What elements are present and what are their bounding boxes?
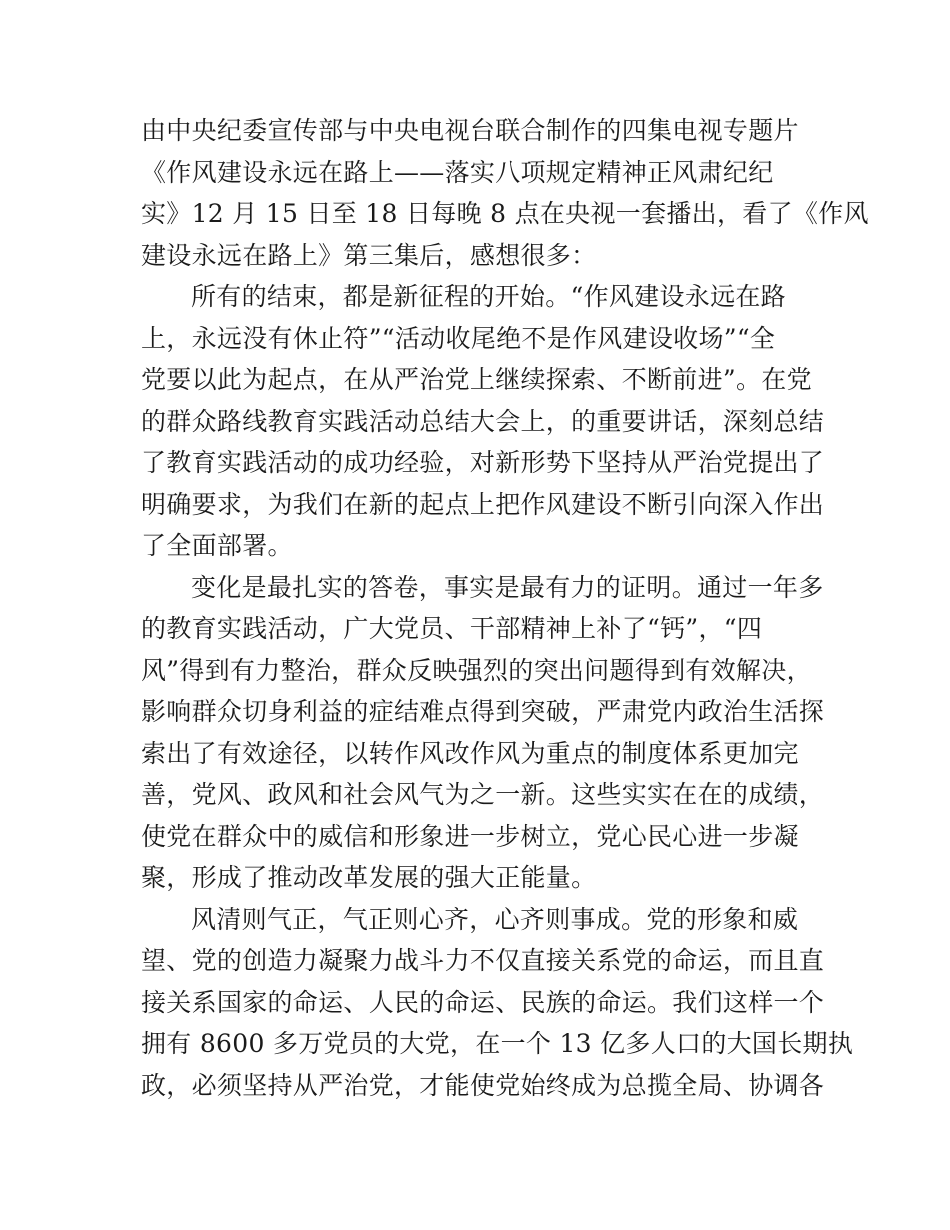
text-line: 拥有 8600 多万党员的大党，在一个 13 亿多人口的大国长期执 xyxy=(141,1029,854,1058)
text-line: 索出了有效途径，以转作风改作风为重点的制度体系更加完 xyxy=(141,738,799,768)
text-line: 明确要求，为我们在新的起点上把作风建设不断引向深入作出 xyxy=(141,489,825,519)
text-line: 实》12 月 15 日至 18 日每晚 8 点在央视一套播出，看了《作风 xyxy=(141,199,869,228)
text-line: 由中央纪委宣传部与中央电视台联合制作的四集电视专题片 xyxy=(141,116,799,145)
text-line: 党要以此为起点，在从严治党上继续探索、不断前进”。在党 xyxy=(141,365,812,394)
text-line: 政，必须坚持从严治党，才能使党始终成为总揽全局、协调各 xyxy=(141,1070,825,1100)
document-body xyxy=(141,110,869,1106)
paragraph-first-line: 所有的结束，都是新征程的开始。“作风建设永远在路 xyxy=(191,282,786,311)
text-line: 的教育实践活动，广大党员、干部精神上补了“钙”，“四 xyxy=(141,614,763,643)
text-line: 聚，形成了推动改革发展的强大正能量。 xyxy=(141,863,597,892)
text-line: 建设永远在路上》第三集后，感想很多： xyxy=(141,240,597,270)
text-line: 善，党风、政风和社会风气为之一新。这些实实在在的成绩， xyxy=(141,780,825,809)
text-line: 上，永远没有休止符”“活动收尾绝不是作风建设收场”“全 xyxy=(141,323,776,353)
text-line: 的群众路线教育实践活动总结大会上，的重要讲话，深刻总结 xyxy=(141,406,825,436)
text-line: 接关系国家的命运、人民的命运、民族的命运。我们这样一个 xyxy=(141,987,825,1017)
text-line: 《作风建设永远在路上——落实八项规定精神正风肃纪纪 xyxy=(141,157,774,187)
text-line: 望、党的创造力凝聚力战斗力不仅直接关系党的命运，而且直 xyxy=(141,946,825,975)
text-line: 风”得到有力整治，群众反映强烈的突出问题得到有效解决， xyxy=(141,655,812,685)
text-line: 了教育实践活动的成功经验，对新形势下坚持从严治党提出了 xyxy=(141,448,825,477)
text-line: 使党在群众中的威信和形象进一步树立，党心民心进一步凝 xyxy=(141,821,799,851)
paragraph-first-line: 风清则气正，气正则心齐，心齐则事成。党的形象和威 xyxy=(191,904,799,934)
paragraph-first-line: 变化是最扎实的答卷，事实是最有力的证明。通过一年多 xyxy=(191,572,824,602)
text-line: 影响群众切身利益的症结难点得到突破，严肃党内政治生活探 xyxy=(141,697,825,726)
text-line: 了全面部署。 xyxy=(141,531,293,560)
